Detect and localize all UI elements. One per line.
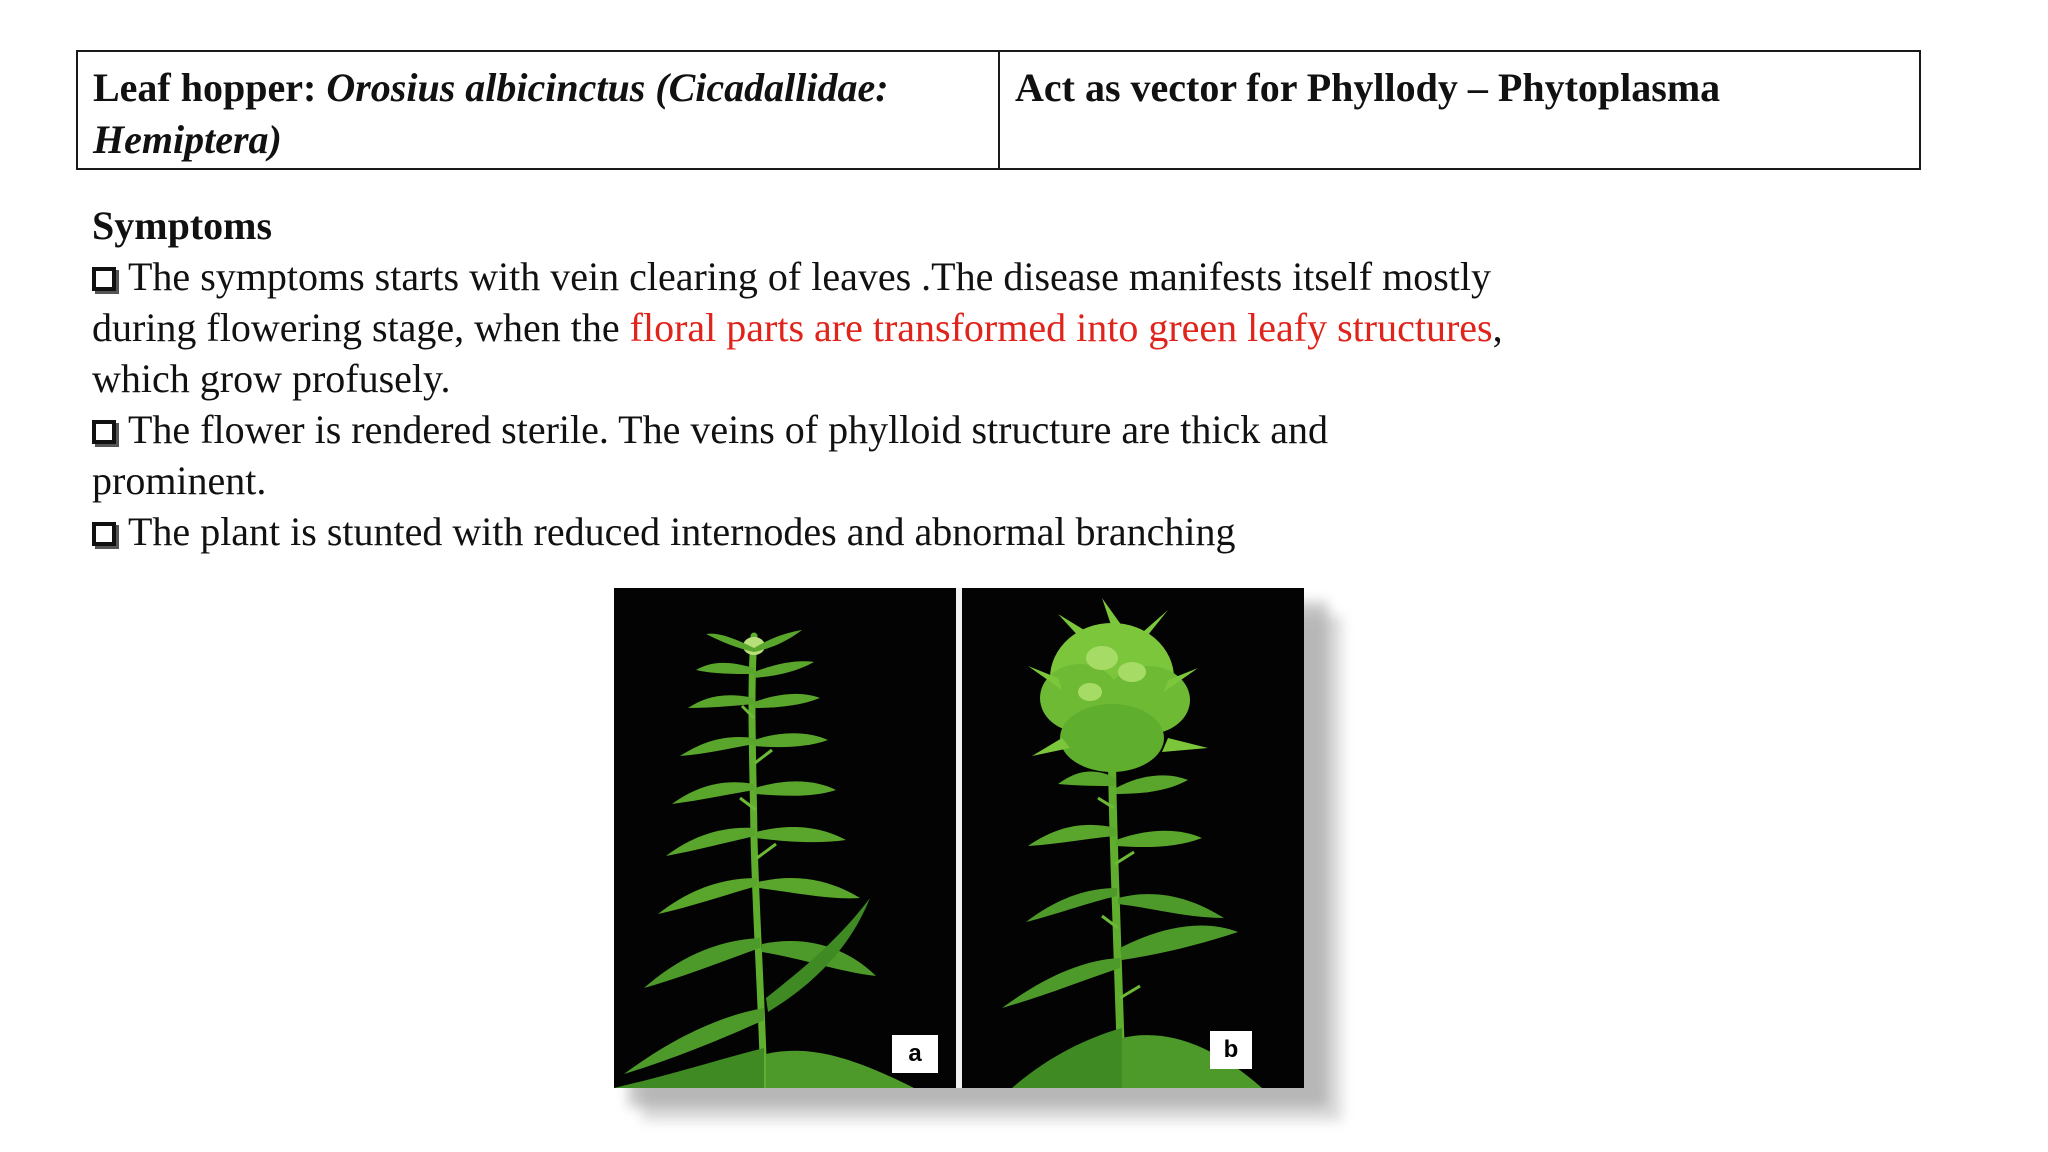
checkbox-bullet-icon — [92, 420, 116, 444]
vector-table — [76, 50, 1921, 170]
role-cell: Act as vector for Phyllody – Phytoplasma — [999, 51, 1920, 169]
phyllody-plant-photo — [962, 588, 1304, 1088]
panel-a-label: a — [892, 1035, 938, 1073]
panel-b-label: b — [1210, 1031, 1252, 1069]
healthy-plant-illustration — [614, 588, 956, 1088]
symptom-3-text: The plant is stunted with reduced internodes and abnormal branching — [128, 509, 1236, 554]
symptom-point-2 — [92, 404, 1512, 506]
symptoms-section — [92, 200, 1512, 557]
healthy-plant-photo — [614, 588, 956, 1088]
symptom-1-text-before: The symptoms starts with vein clearing of leaves .The disease manifests itself mostly during flowering stage, when the — [92, 254, 1492, 350]
checkbox-bullet-icon — [92, 267, 116, 291]
pest-species: Orosius albicinctus (Cicadallidae: — [326, 65, 889, 110]
symptom-point-3 — [92, 506, 1512, 557]
plant-comparison-figure — [614, 588, 1304, 1088]
symptoms-heading: Symptoms — [92, 203, 273, 248]
checkbox-bullet-icon — [92, 522, 116, 546]
pest-label: Leaf hopper: — [93, 65, 327, 110]
symptom-1-highlight: floral parts are transformed into green leafy structures — [629, 305, 1493, 350]
pest-order: Hemiptera) — [93, 117, 282, 162]
phyllody-plant-illustration — [962, 588, 1304, 1088]
table-row — [77, 51, 1920, 169]
symptom-point-1 — [92, 251, 1512, 404]
symptom-1-text-after: , which grow profusely. — [92, 305, 1503, 401]
symptom-2-text: The flower is rendered sterile. The veins of phylloid structure are thick and prominent. — [92, 407, 1328, 503]
pest-cell — [77, 51, 999, 169]
